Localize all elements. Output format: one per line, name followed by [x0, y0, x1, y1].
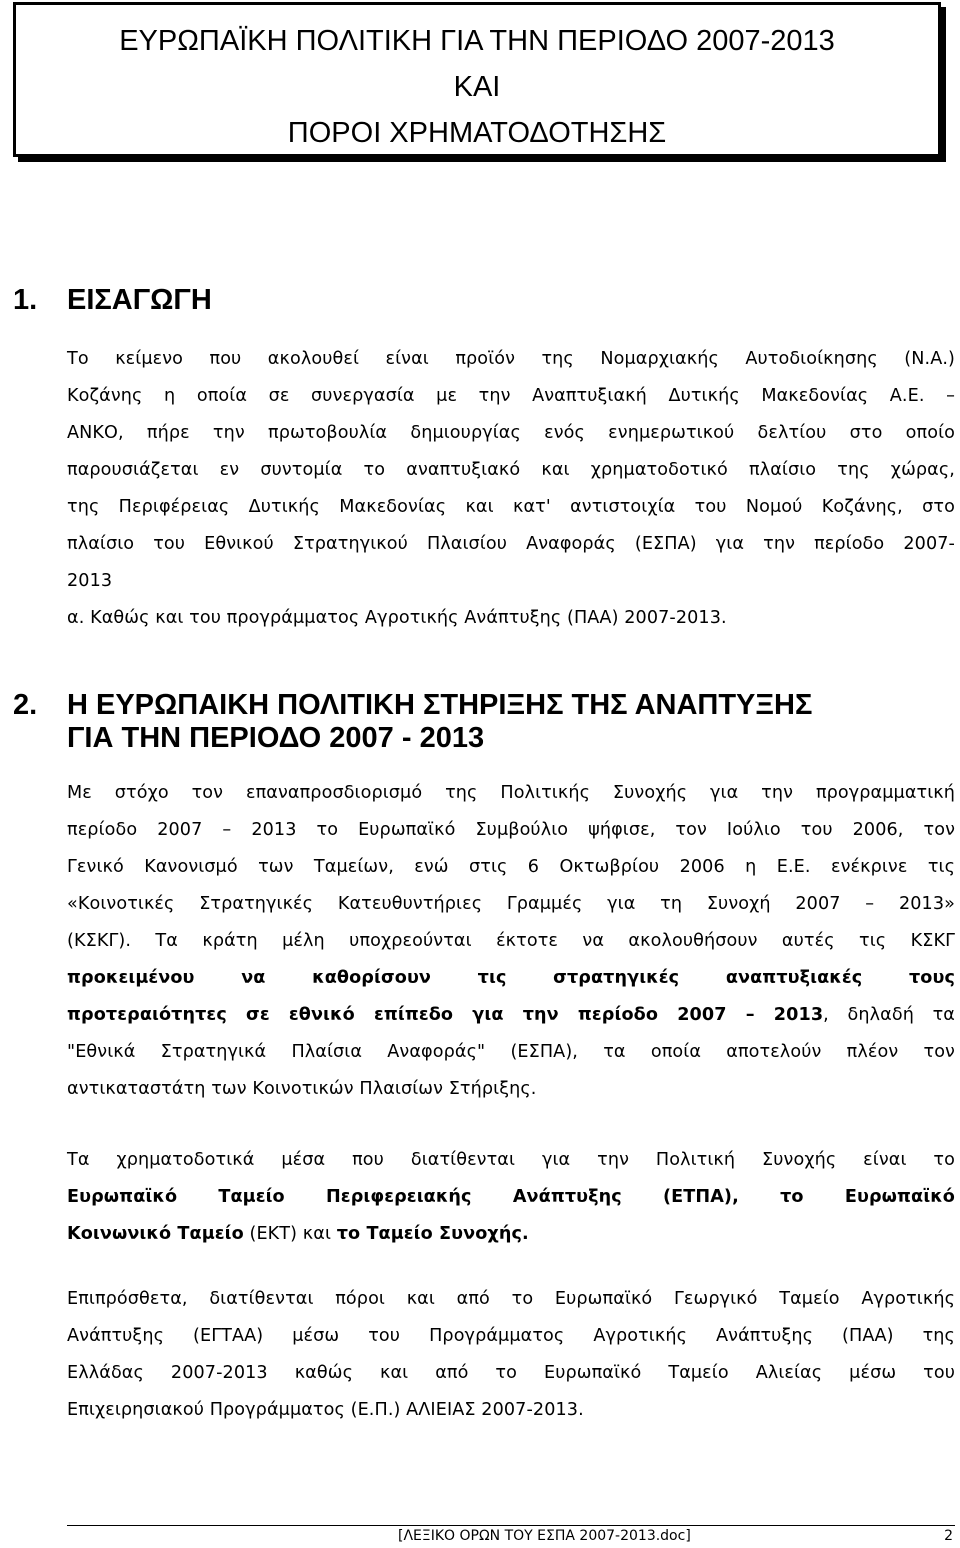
text-line: της Περιφέρειας Δυτικής Μακεδονίας και κατ' αντιστοιχία του Νομού Κοζάνης, στο [67, 497, 955, 517]
text-run: , δηλαδή τα [823, 1005, 955, 1025]
title-line-3: ΠΟΡΟΙ ΧΡΗΜΑΤΟΔΟΤΗΣΗΣ [287, 117, 667, 149]
text-line: Το κείμενο που ακολουθεί είναι προϊόν της Νομαρχιακής Αυτοδιοίκησης (Ν.Α.) [67, 349, 955, 369]
section-2-heading [13, 687, 812, 723]
text-line: αντικαταστάτη των Κοινοτικών Πλαισίων Στήριξης. [67, 1079, 537, 1099]
bold-text: προτεραιότητες σε εθνικό επίπεδο για την περίοδο 2007 – 2013 [67, 1005, 824, 1025]
text-line: Ανάπτυξης (ΕΓΤΑΑ) μέσω του Προγράμματος Αγροτικής Ανάπτυξης (ΠΑΑ) της [67, 1326, 955, 1346]
text-line: "Εθνικά Στρατηγικά Πλαίσια Αναφοράς" (ΕΣΠΑ), τα οποία αποτελούν πλέον τον [67, 1042, 955, 1062]
bold-text: Κοινωνικό Ταμείο [67, 1224, 244, 1244]
text-line: περίοδο 2007 – 2013 το Ευρωπαϊκό Συμβούλιο ψήφισε, τον Ιούλιο του 2006, τον [67, 820, 955, 840]
text-line: «Κοινοτικές Στρατηγικές Κατευθυντήριες Γραμμές για τη Συνοχή 2007 – 2013» [67, 894, 955, 914]
section-2-paragraph-1 [67, 775, 955, 1108]
title-line-2: ΚΑΙ [453, 71, 501, 103]
footer-page-number: 2 [944, 1528, 953, 1544]
text-line: πλαίσιο του Εθνικού Στρατηγικού Πλαισίου Αναφοράς (ΕΣΠΑ) για την περίοδο 2007- [67, 534, 955, 554]
text-line: Τα χρηματοδοτικά μέσα που διατίθενται για την Πολιτική Συνοχής είναι το [67, 1150, 955, 1170]
text-line [67, 1216, 955, 1253]
text-line: Επιπρόσθετα, διατίθενται πόροι και από το Ευρωπαϊκό Γεωργικό Ταμείο Αγροτικής [67, 1289, 955, 1309]
text-line-bold: προκειμένου να καθορίσουν τις στρατηγικές αναπτυξιακές τους [67, 968, 955, 988]
title-box [13, 2, 941, 157]
bold-text: το Ταμείο Συνοχής. [336, 1224, 529, 1244]
section-1-number: 1. [13, 284, 38, 316]
text-line: ΑΝΚΟ, πήρε την πρωτοβουλία δημιουργίας ενός ενημερωτικού δελτίου στο οποίο [67, 423, 955, 443]
text-line: Επιχειρησιακού Προγράμματος (Ε.Π.) ΑΛΙΕΙΑΣ 2007-2013. [67, 1400, 584, 1420]
text-line: παρουσιάζεται εν συντομία το αναπτυξιακό και χρηματοδοτικό πλαίσιο της χώρας, [67, 460, 955, 480]
section-1-intro-paragraph [67, 341, 955, 637]
title-line-1: ΕΥΡΩΠΑΪΚΗ ΠΟΛΙΤΙΚΗ ΓΙΑ ΤΗΝ ΠΕΡΙΟΔΟ 2007-2013 [119, 25, 835, 57]
section-2-title-line-1: Η ΕΥΡΩΠΑΙΚΗ ΠΟΛΙΤΙΚΗ ΣΤΗΡΙΞΗΣ ΤΗΣ ΑΝΑΠΤΥΞΗΣ [67, 689, 813, 721]
text-line-bold: Ευρωπαϊκό Ταμείο Περιφερειακής Ανάπτυξης (ΕΤΠΑ), το Ευρωπαϊκό [67, 1187, 955, 1207]
section-2-paragraph-3 [67, 1281, 955, 1429]
section-1-heading [13, 282, 212, 318]
section-2-paragraph-2 [67, 1142, 955, 1253]
text-run: (ΕΚΤ) και [243, 1224, 337, 1244]
text-line: Με στόχο τον επαναπροσδιορισμό της Πολιτικής Συνοχής για την προγραμματική [67, 783, 955, 803]
text-line: Κοζάνης η οποία σε συνεργασία με την Αναπτυξιακή Δυτικής Μακεδονίας Α.Ε. – [67, 386, 955, 406]
text-line: (ΚΣΚΓ). Τα κράτη μέλη υποχρεούνται έκτοτε να ακολουθήσουν αυτές τις ΚΣΚΓ [67, 931, 955, 951]
text-line [67, 997, 955, 1034]
section-2-title-line-2: ΓΙΑ ΤΗΝ ΠΕΡΙΟΔΟ 2007 - 2013 [67, 722, 485, 754]
text-line: α. Καθώς και του προγράμματος Αγροτικής Ανάπτυξης (ΠΑΑ) 2007-2013. [67, 608, 727, 628]
section-1-title: ΕΙΣΑΓΩΓΗ [67, 284, 212, 316]
text-line: Ελλάδας 2007-2013 καθώς και από το Ευρωπαϊκό Ταμείο Αλιείας μέσω του [67, 1363, 955, 1383]
footer-document-name: [ΛΕΞΙΚΟ ΟΡΩΝ ΤΟΥ ΕΣΠΑ 2007-2013.doc] [398, 1528, 691, 1544]
text-line: 2013 [67, 571, 113, 591]
section-2-number: 2. [13, 689, 38, 721]
text-line: Γενικό Κανονισμό των Ταμείων, ενώ στις 6 Οκτωβρίου 2006 η Ε.Ε. ενέκρινε τις [67, 857, 955, 877]
